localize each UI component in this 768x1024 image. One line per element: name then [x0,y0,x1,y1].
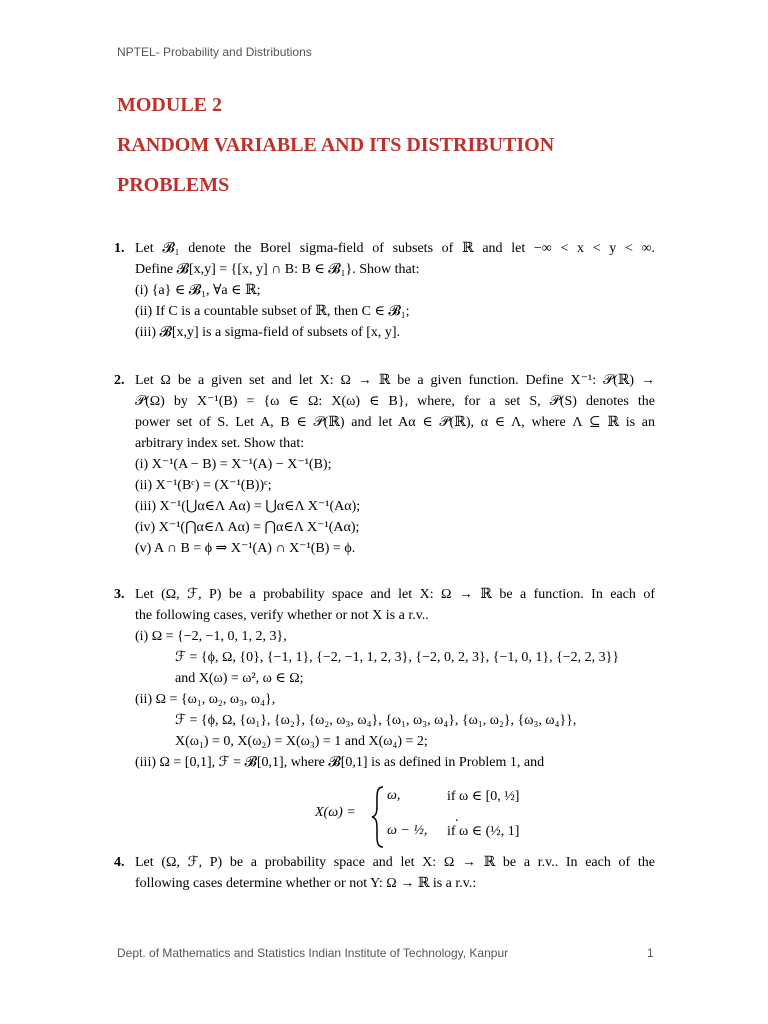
problem-text-line: Let 𝓑₁ denote the Borel sigma-field of subsets of ℝ and let −∞ < x < y < ∞. [135,241,655,256]
problem-part: (v) A ∩ B = ϕ ⇒ X⁻¹(A) ∩ X⁻¹(B) = ϕ. [135,541,356,556]
problem-part-detail: and X(ω) = ω², ω ∈ Ω; [175,671,304,686]
page-header: NPTEL- Probability and Distributions [117,45,312,59]
problem-part: (iii) X⁻¹(⋃α∈Λ Aα) = ⋃α∈Λ X⁻¹(Aα); [135,499,361,514]
case-2-condition: if ω ∈ (½, 1] [447,824,520,839]
page-number: 1 [647,946,654,960]
problem-part: (i) Ω = {−2, −1, 0, 1, 2, 3}, [135,629,287,644]
problem-part: (ii) If C is a countable subset of ℝ, then C ∈ 𝓑₁; [135,304,410,319]
problem-part: (i) {a} ∈ 𝓑₁, ∀a ∈ ℝ; [135,283,261,298]
problem-text-line: Let Ω be a given set and let X: Ω → ℝ be a given function. Define X⁻¹: 𝒫(ℝ) → [135,373,655,388]
problem-number: 4. [114,855,125,870]
problem-part-detail: ℱ = {ϕ, Ω, {0}, {−1, 1}, {−2, −1, 1, 2, 3}, {−2, 0, 2, 3}, {−1, 0, 1}, {−2, 2, 3}} [175,650,620,665]
problem-number: 1. [114,241,125,256]
formula-case-2 [387,823,520,839]
problem-text-line: Let (Ω, ℱ, P) be a probability space and let X: Ω → ℝ be a r.v.. In each of the [135,855,655,870]
problem-text-line: Define 𝓑[x,y] = {[x, y] ∩ B: B ∈ 𝓑₁}. Show that: [135,262,420,277]
problem-text-line: Let (Ω, ℱ, P) be a probability space and let X: Ω → ℝ be a function. In each of [135,587,655,602]
problem-text-line: power set of S. Let A, B ∈ 𝒫(ℝ) and let Aα ∈ 𝒫(ℝ), α ∈ Λ, where Λ ⊆ ℝ is an [135,415,655,430]
formula-lhs: X(ω) = [315,805,356,820]
problem-part-detail: ℱ = {ϕ, Ω, {ω₁}, {ω₂}, {ω₂, ω₃, ω₄}, {ω₁, ω₃, ω₄}, {ω₁, ω₂}, {ω₃, ω₄}}, [175,713,577,728]
case-1-condition: if ω ∈ [0, ½] [447,789,520,804]
chapter-title: RANDOM VARIABLE AND ITS DISTRIBUTION [117,134,555,156]
formula-case-1 [387,788,520,804]
problem-text-line: following cases determine whether or not Y: Ω → ℝ is a r.v.: [135,876,477,891]
problem-text-line: the following cases, verify whether or not X is a r.v.. [135,608,429,623]
problem-4 [114,852,655,894]
problem-number: 3. [114,587,125,602]
problem-part: (i) X⁻¹(A − B) = X⁻¹(A) − X⁻¹(B); [135,457,332,472]
problem-text-line: 𝒫(Ω) by X⁻¹(B) = {ω ∈ Ω: X(ω) ∈ B}, where, for a set S, 𝒫(S) denotes the [135,394,655,409]
module-heading: MODULE 2 [117,94,222,116]
problem-part: (ii) X⁻¹(Bᶜ) = (X⁻¹(B))ᶜ; [135,478,272,493]
page-footer: Dept. of Mathematics and Statistics Indian Institute of Technology, Kanpur [117,946,509,960]
problem-1 [114,238,655,343]
left-brace-icon [370,785,386,849]
problem-part-detail: X(ω₁) = 0, X(ω₂) = X(ω₃) = 1 and X(ω₄) = 2; [175,734,428,749]
problem-part: (iii) 𝓑[x,y] is a sigma-field of subsets of [x, y]. [135,325,401,340]
case-1-value: ω, [387,788,401,803]
problem-part: (iii) Ω = [0,1], ℱ = 𝓑[0,1], where 𝓑[0,1] is as defined in Problem 1, and [135,755,545,770]
piecewise-formula [315,780,535,850]
problem-part: (ii) Ω = {ω₁, ω₂, ω₃, ω₄}, [135,692,276,707]
formula-period: . [455,810,459,825]
section-heading: PROBLEMS [117,174,230,196]
problem-part: (iv) X⁻¹(⋂α∈Λ Aα) = ⋂α∈Λ X⁻¹(Aα); [135,520,360,535]
problem-number: 2. [114,373,125,388]
problem-2 [114,370,655,559]
problem-3 [114,584,655,773]
case-2-value: ω − ½, [387,823,428,838]
problem-text-line: arbitrary index set. Show that: [135,436,305,451]
